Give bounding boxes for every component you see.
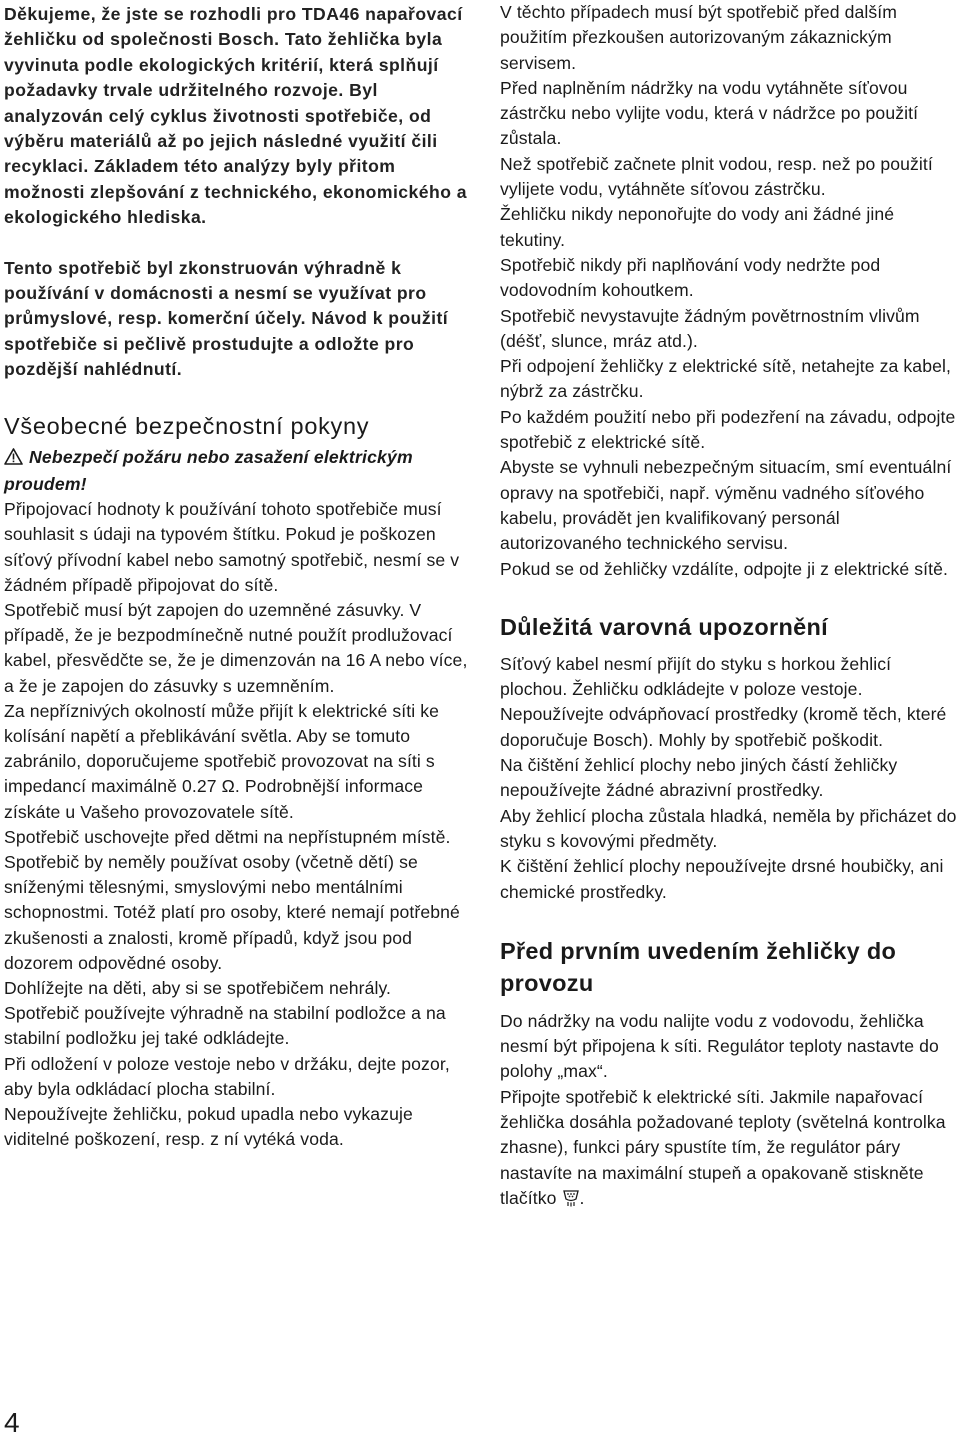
paragraph: Aby žehlicí plocha zůstala hladká, neměla by přicházet do styku s kovovými předměty. (500, 805, 957, 851)
paragraph: Při odpojení žehličky z elektrické sítě, netahejte za kabel, nýbrž za zástrčku. (500, 356, 951, 402)
paragraph: Za nepříznivých okolností může přijít k elektrické síti ke kolísání napětí a přeblikávání světla. Aby se tomuto zabránilo, doporučujeme spotřebič provozovat na síti s impedancí maximálně 0.27 Ω. Podrobnější informace získáte u Vašeho provozovatele sítě. (4, 700, 440, 822)
paragraph: Po každém použití nebo při podezření na závadu, odpojte spotřebič z elektrické sítě. (500, 406, 956, 453)
right-column (500, 0, 958, 1214)
paragraph: K čištění žehlicí plochy nepoužívejte drsné houbičky, ani chemické prostředky. (500, 856, 944, 902)
paragraph: Pokud se od žehličky vzdálíte, odpojte ji z elektrické sítě. (500, 558, 949, 579)
paragraph: Spotřebič nevystavujte žádným povětrnostním vlivům (déšť, slunce, mráz atd.). (500, 305, 920, 351)
paragraph: Abyste se vyhnuli nebezpečným situacím, smí eventuální opravy na spotřebiči, např. výměnu vadného síťového kabelu, provádět jen kvalifikovaný personál autorizovaného technického servisu. (500, 457, 952, 554)
section-heading-first-use: Před prvním uvedením žehličky do provozu (500, 937, 897, 996)
paragraph: Dohlížejte na děti, aby si se spotřebičem nehrály. (4, 977, 392, 998)
intro-paragraph: Tento spotřebič byl zkonstruován výhradně k používání v domácnosti a nesmí se využívat pro průmyslové, resp. komerční účely. Návod k použití spotřebiče si pečlivě prostudujte a odložte pro pozdější nahlédnutí. (4, 257, 449, 380)
paragraph: Spotřebič musí být zapojen do uzemněné zásuvky. V případě, že je bezpodmínečně nutné použít prodlužovací kabel, přesvědčte se, že je dimenzován na 16 A nebo více, a že je zapojen do zásuvky s uzemněním. (4, 599, 468, 696)
paragraph: Spotřebič uschovejte před dětmi na nepřístupném místě. (4, 826, 451, 847)
paragraph: Při odložení v poloze vestoje nebo v držáku, dejte pozor, aby byla odkládací plocha stabilní. (4, 1053, 450, 1099)
intro-paragraph: Děkujeme, že jste se rozhodli pro TDA46 napařovací žehličku od společnosti Bosch. Tato žehlička byla vyvinuta podle ekologických kritérií, která splňují požadavky trvale udržitelného rozvoje. Byl analyzován celý cyklus životnosti spotřebiče, od výběru materiálů až po jejich následné využití čili recyklaci. Základem této analýzy byly přitom možnosti zlepšování z technického, ekonomického a ekologického hlediska. (4, 4, 467, 228)
paragraph: Na čištění žehlicí plochy nebo jiných částí žehličky nepoužívejte žádné abrazivní prostředky. (500, 755, 898, 801)
final-period: . (579, 1187, 585, 1208)
paragraph: Před naplněním nádržky na vodu vytáhněte síťovou zástrčku nebo vylijte vodu, která v nádržce po použití zůstala. (500, 77, 919, 149)
left-column (4, 0, 470, 1152)
paragraph: Než spotřebič začnete plnit vodou, resp. než po použití vylijete vodu, vytáhněte síťovou zástrčku. (500, 153, 933, 200)
paragraph: Spotřebič nikdy při naplňování vody nedržte pod vodovodním kohoutkem. (500, 254, 881, 301)
steam-shot-icon (563, 1189, 579, 1214)
paragraph: Připojovací hodnoty k používání tohoto spotřebiče musí souhlasit s údaji na typovém štítku. Pokud je poškozen síťový přívodní kabel nebo samotný spotřebič, nesmí se v žádném případě připojovat do sítě. (4, 499, 460, 595)
paragraph: Žehličku nikdy neponořujte do vody ani žádné jiné tekutiny. (500, 204, 895, 250)
warning-triangle-icon (4, 447, 23, 472)
paragraph: Do nádržky na vodu nalijte vodu z vodovodu, žehlička nesmí být připojena k síti. Regulátor teploty nastavte do polohy „max“. (500, 1010, 939, 1082)
page-number: 4 (4, 1407, 20, 1438)
paragraph: V těchto případech musí být spotřebič před dalším použitím přezkoušen autorizovaným zákaznickým servisem. (500, 2, 898, 73)
paragraph-text: Připojte spotřebič k elektrické síti. Jakmile napařovací žehlička dosáhla požadované teploty (světelná kontrolka zhasne), funkci páry spustíte tím, že regulátor páry nastavíte na maximální stupeň a opakovaně stiskněte tlačítko (500, 1086, 946, 1208)
section-heading-general-safety: Všeobecné bezpečnostní pokyny (4, 412, 370, 439)
fire-shock-warning (4, 445, 470, 497)
paragraph: Nepoužívejte odvápňovací prostředky (kromě těch, které doporučuje Bosch). Mohly by spotřebič poškodit. (500, 704, 947, 750)
section-heading-important-warnings: Důležitá varovná upozornění (500, 613, 829, 640)
paragraph-steam (500, 1085, 958, 1214)
paragraph: Síťový kabel nesmí přijít do styku s horkou žehlicí plochou. Žehličku odkládejte v poloze vestoje. (500, 653, 892, 700)
warning-text: Nebezpečí požáru nebo zasažení elektrickým proudem! (4, 446, 413, 494)
paragraph: Spotřebič by neměly používat osoby (včetně dětí) se sníženými tělesnými, smyslovými nebo mentálními schopnostmi. Totéž platí pro osoby, které nemají potřebné zkušenosti a znalosti, kromě případů, když jsou pod dozorem odpovědné osoby. (4, 851, 460, 973)
paragraph: Nepoužívejte žehličku, pokud upadla nebo vykazuje viditelné poškození, resp. z ní vytéká voda. (4, 1103, 413, 1150)
paragraph: Spotřebič používejte výhradně na stabilní podložce a na stabilní podložku jej také odkládejte. (4, 1003, 446, 1049)
